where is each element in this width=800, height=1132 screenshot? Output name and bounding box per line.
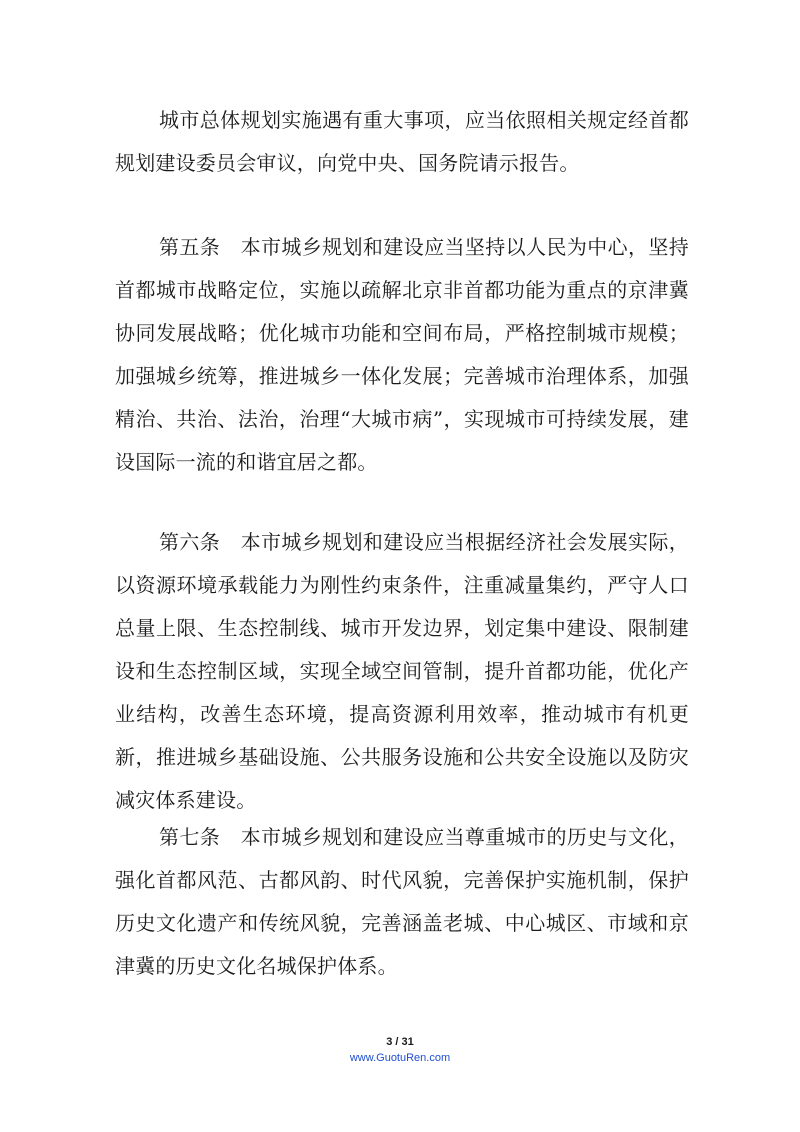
paragraph-article-6: 第六条 本市城乡规划和建设应当根据经济社会发展实际，以资源环境承载能力为刚性约束条件，注重减量集约，严守人口总量上限、生态控制线、城市开发边界，划定集中建设、限制建设和生态控制区域，实现全域空间管制，提升首都功能，优化产业结构，改善生态环境，提高资源利用效率，推动城市有机更新，推进城乡基础设施、公共服务设施和公共安全设施以及防灾减灾体系建设。 xyxy=(115,530,689,812)
paragraph-continuation: 城市总体规划实施遇有重大事项，应当依照相关规定经首都规划建设委员会审议，向党中央、国务院请示报告。 xyxy=(115,108,689,175)
page-number: 3 / 31 xyxy=(386,1036,414,1048)
paragraph-article-5: 第五条 本市城乡规划和建设应当坚持以人民为中心，坚持首都城市战略定位，实施以疏解北京非首都功能为重点的京津冀协同发展战略；优化城市功能和空间布局，严格控制城市规模；加强城乡统筹，推进城乡一体化发展；完善城市治理体系，加强精治、共治、法治，治理“大城市病”，实现城市可持续发展，建设国际一流的和谐宜居之都。 xyxy=(115,235,689,474)
paragraph-article-7: 第七条 本市城乡规划和建设应当尊重城市的历史与文化，强化首都风范、古都风韵、时代风貌，完善保护实施机制，保护历史文化遗产和传统风貌，完善涵盖老城、中心城区、市域和京津冀的历史文化名城保护体系。 xyxy=(115,825,689,978)
site-link[interactable]: www.GuotuRen.com xyxy=(349,1052,451,1064)
